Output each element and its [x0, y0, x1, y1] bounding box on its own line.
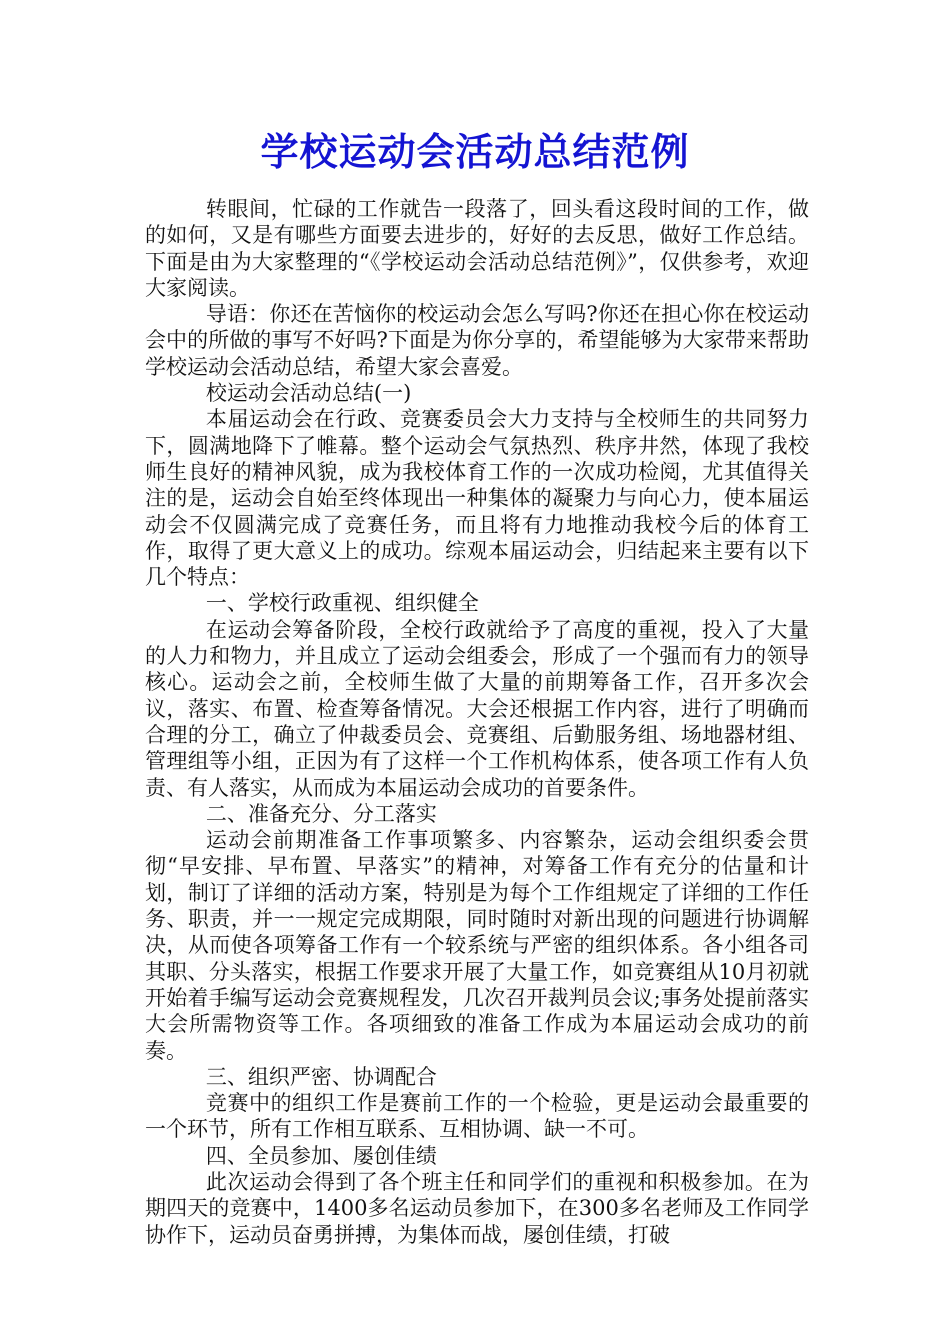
- section-heading-1: 一、学校行政重视、组织健全: [205, 591, 479, 616]
- paragraph-lead: 导语：你还在苦恼你的校运动会怎么写吗?你还在担心你在校运动会中的所做的事写不好吗?下面是为你分享的，希望能够为大家带来帮助学校运动会活动总结，希望大家会喜爱。: [145, 302, 809, 379]
- paragraph-section-1: 在运动会筹备阶段，全校行政就给予了高度的重视，投入了大量的人力和物力，并且成立了运动会组委会，形成了一个强而有力的领导核心。运动会之前，全校师生做了大量的前期筹备工作，召开多次会议，落实、布置、检查筹备情况。大会还根据工作内容，进行了明确而合理的分工，确立了仲裁委员会、竞赛组、后勤服务组、场地器材组、管理组等小组，正因为有了这样一个工作机构体系，使各项工作有人负责、有人落实，从而成为本届运动会成功的首要条件。: [145, 617, 809, 800]
- paragraph-intro: 转眼间，忙碌的工作就告一段落了，回头看这段时间的工作，做的如何，又是有哪些方面要去进步的，好好的去反思，做好工作总结。下面是由为大家整理的“《学校运动会活动总结范例》”，仅供参考，欢迎大家阅读。: [145, 197, 809, 300]
- document-title: 学校运动会活动总结范例: [260, 129, 690, 174]
- section-heading-2: 二、准备充分、分工落实: [205, 801, 437, 826]
- paragraph-section-3: 竞赛中的组织工作是赛前工作的一个检验，更是运动会最重要的一个环节，所有工作相互联系、互相协调、缺一不可。: [145, 1091, 809, 1142]
- paragraph-overview: 本届运动会在行政、竞赛委员会大力支持与全校师生的共同努力下，圆满地降下了帷幕。整个运动会气氛热烈、秩序井然，体现了我校师生良好的精神风貌，成为我校体育工作的一次成功检阅，尤其值得关注的是，运动会自始至终体现出一种集体的凝聚力与向心力，使本届运动会不仅圆满完成了竞赛任务，而且将有力地推动我校今后的体育工作，取得了更大意义上的成功。综观本届运动会，归结起来主要有以下几个特点：: [145, 407, 809, 590]
- section-heading-3: 三、组织严密、协调配合: [205, 1064, 437, 1089]
- paragraph-section-2: 运动会前期准备工作事项繁多、内容繁杂，运动会组织委会贯彻“早安排、早布置、早落实”的精神，对筹备工作有充分的估量和计划，制订了详细的活动方案，特别是为每个工作组规定了详细的工作任务、职责，并一一规定完成期限，同时随时对新出现的问题进行协调解决，从而使各项筹备工作有一个较系统与严密的组织体系。各小组各司其职、分头落实，根据工作要求开展了大量工作，如竞赛组从10月初就开始着手编写运动会竞赛规程发，几次召开裁判员会议;事务处提前落实大会所需物资等工作。各项细致的准备工作成为本届运动会成功的前奏。: [145, 828, 809, 1063]
- paragraph-section-4: 此次运动会得到了各个班主任和同学们的重视和积极参加。在为期四天的竞赛中，1400多名运动员参加下，在300多名老师及工作同学协作下，运动员奋勇拼搏，为集体而战，屡创佳绩，打破: [145, 1169, 809, 1247]
- section-heading-summary-1: 校运动会活动总结(一): [205, 381, 412, 406]
- section-heading-4: 四、全员参加、屡创佳绩: [205, 1143, 437, 1168]
- document-body: [145, 196, 809, 1248]
